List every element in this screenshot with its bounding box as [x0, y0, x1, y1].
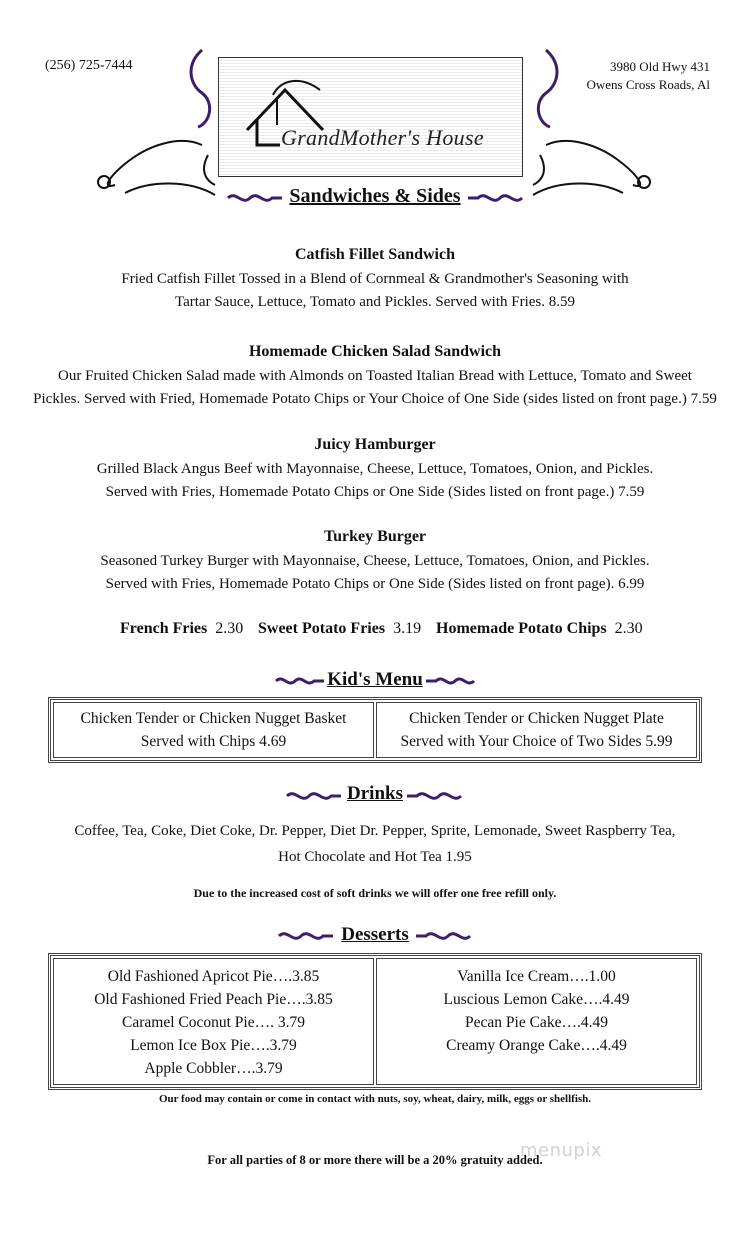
- dessert-item: Vanilla Ice Cream….1.00: [457, 968, 616, 985]
- phone-number: (256) 725-7444: [45, 58, 133, 73]
- item-desc-line: Served with Fries, Homemade Potato Chips or One Side (Sides listed on front page.) 7.59: [105, 484, 645, 500]
- side-name: Homemade Potato Chips: [436, 620, 607, 637]
- kids-item-line: Served with Your Choice of Two Sides 5.99: [400, 733, 673, 750]
- menupix-watermark: menupix: [520, 1140, 603, 1161]
- address-line-1: 3980 Old Hwy 431: [609, 59, 710, 74]
- menu-item-turkey-burger: [0, 528, 750, 596]
- title-ornament-left: [274, 672, 326, 690]
- side-price: 2.30: [614, 620, 643, 637]
- title-ornament-right: [466, 188, 524, 208]
- side-price: 2.30: [215, 620, 244, 637]
- left-scroll-ornament: [90, 45, 220, 195]
- dessert-item: Lemon Ice Box Pie….3.79: [130, 1037, 297, 1054]
- item-name: Turkey Burger: [323, 528, 427, 545]
- desserts-left-column: [53, 958, 374, 1085]
- side-name: French Fries: [120, 620, 208, 637]
- dessert-item: Old Fashioned Apricot Pie….3.85: [107, 968, 320, 985]
- kids-plate-cell: [376, 702, 697, 758]
- desserts-title: Desserts: [341, 924, 409, 945]
- side-name: Sweet Potato Fries: [258, 620, 386, 637]
- dessert-item: Apple Cobbler….3.79: [144, 1060, 283, 1077]
- title-ornament-right: [424, 672, 476, 690]
- desserts-right-column: [376, 958, 697, 1085]
- drinks-line: Hot Chocolate and Hot Tea 1.95: [278, 849, 472, 865]
- dessert-item: Pecan Pie Cake….4.49: [465, 1014, 608, 1031]
- title-ornament-right: [405, 786, 463, 806]
- kids-item-line: Chicken Tender or Chicken Nugget Basket: [80, 710, 347, 727]
- refill-note: Due to the increased cost of soft drinks we will offer one free refill only.: [193, 886, 557, 900]
- item-desc-line: Fried Catfish Fillet Tossed in a Blend of Cornmeal & Grandmother's Seasoning with: [121, 271, 629, 287]
- title-ornament-right: [414, 926, 472, 946]
- drinks-line: Coffee, Tea, Coke, Diet Coke, Dr. Pepper, Diet Dr. Pepper, Sprite, Lemonade, Sweet Raspberry Tea,: [74, 823, 676, 839]
- menu-item-chicken-salad: [0, 343, 750, 411]
- title-ornament-left: [277, 926, 335, 946]
- gratuity-note: For all parties of 8 or more there will be a 20% gratuity added.: [207, 1153, 543, 1167]
- item-desc-line: Seasoned Turkey Burger with Mayonnaise, Cheese, Lettuce, Tomatoes, Onion, and Pickles.: [100, 553, 650, 569]
- drinks-list: [0, 820, 750, 869]
- side-french-fries: [120, 620, 243, 638]
- side-potato-chips: [436, 620, 643, 638]
- sandwiches-title: Sandwiches & Sides: [289, 185, 461, 207]
- kids-item-line: Chicken Tender or Chicken Nugget Plate: [409, 710, 664, 727]
- drinks-title: Drinks: [347, 783, 403, 804]
- menu-item-catfish: [0, 246, 750, 314]
- dessert-item: Creamy Orange Cake….4.49: [446, 1037, 627, 1054]
- item-desc-line: Grilled Black Angus Beef with Mayonnaise, Cheese, Lettuce, Tomatoes, Onion, and Pickles.: [96, 461, 654, 477]
- item-desc-line: Tartar Sauce, Lettuce, Tomato and Pickles. Served with Fries. 8.59: [174, 294, 576, 310]
- dessert-item: Luscious Lemon Cake….4.49: [443, 991, 630, 1008]
- menu-item-hamburger: [0, 436, 750, 504]
- logo-text: GrandMother's House: [281, 125, 484, 150]
- kids-basket-cell: [53, 702, 374, 758]
- item-name: Juicy Hamburger: [314, 436, 436, 453]
- desserts-table: [48, 953, 702, 1090]
- item-desc-line: Served with Fries, Homemade Potato Chips or One Side (Sides listed on front page). 6.99: [105, 576, 645, 592]
- kids-menu-title: Kid's Menu: [327, 669, 423, 690]
- side-price: 3.19: [393, 620, 422, 637]
- kids-item-line: Served with Chips 4.69: [140, 733, 287, 750]
- title-ornament-left: [285, 786, 343, 806]
- right-scroll-ornament: [528, 45, 658, 195]
- dessert-item: Old Fashioned Fried Peach Pie….3.85: [94, 991, 333, 1008]
- item-desc-line: Our Fruited Chicken Salad made with Almonds on Toasted Italian Bread with Lettuce, Tomato and Sweet: [58, 368, 692, 384]
- allergy-note: Our food may contain or come in contact with nuts, soy, wheat, dairy, milk, eggs or shellfish.: [158, 1093, 592, 1105]
- address-line-2: Owens Cross Roads, Al: [586, 77, 710, 92]
- item-name: Catfish Fillet Sandwich: [294, 246, 455, 263]
- kids-menu-table: [48, 697, 702, 763]
- item-name: Homemade Chicken Salad Sandwich: [248, 343, 502, 360]
- item-desc-line: Pickles. Served with Fried, Homemade Potato Chips or Your Choice of One Side (sides listed on front page.) 7.59: [33, 391, 717, 407]
- dessert-item: Caramel Coconut Pie…. 3.79: [122, 1014, 305, 1031]
- side-sweet-potato-fries: [258, 620, 421, 638]
